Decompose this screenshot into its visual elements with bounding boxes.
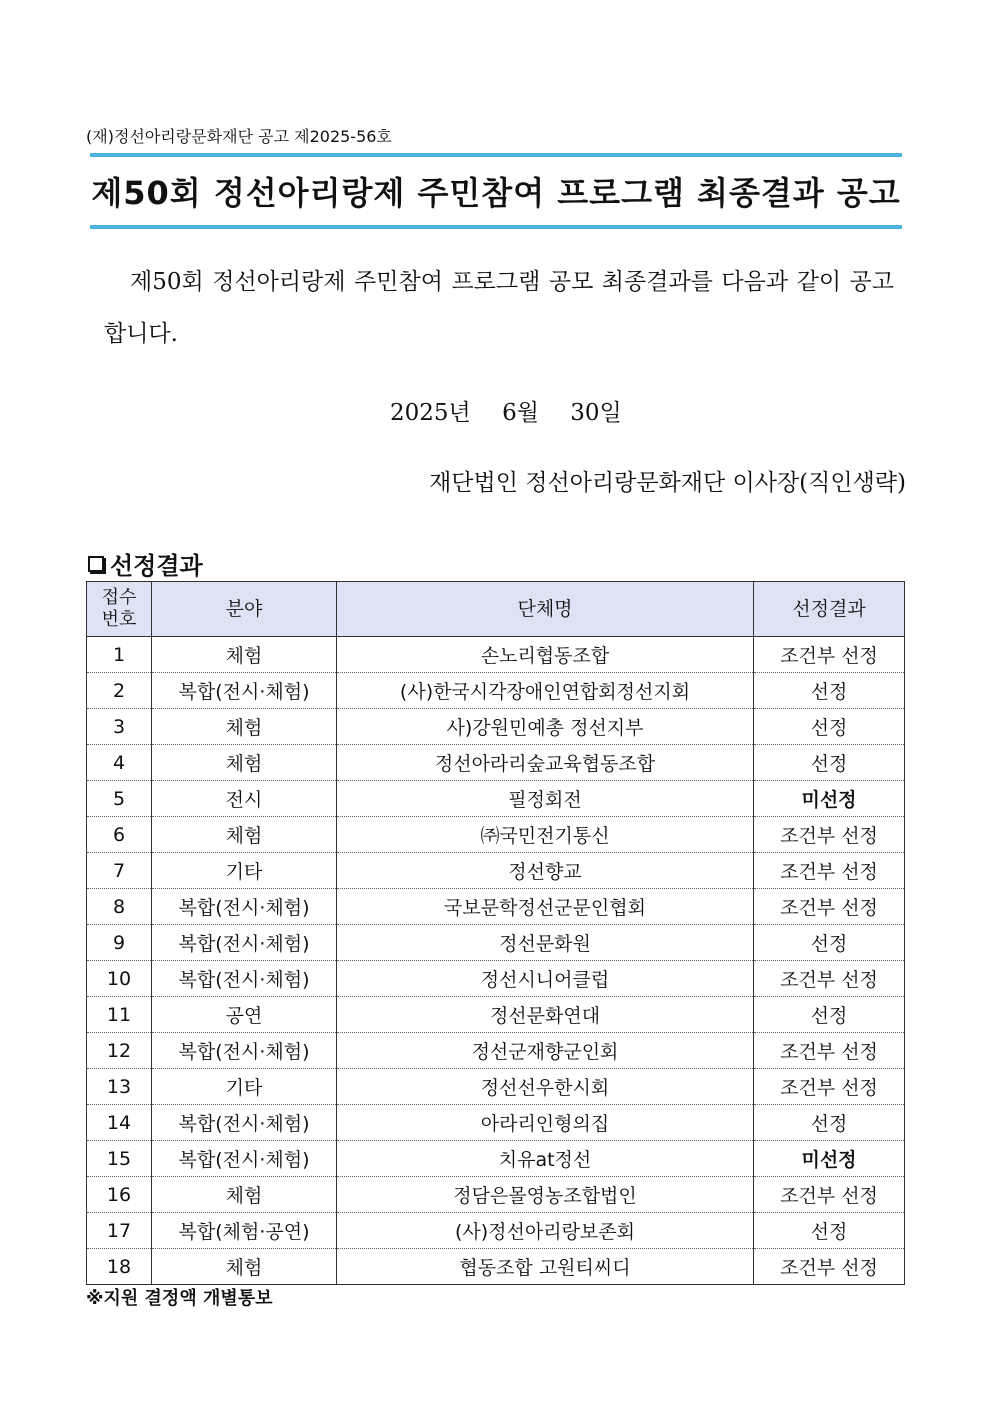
cell-number: 14 xyxy=(87,1105,152,1141)
cell-field: 체험 xyxy=(152,637,337,673)
cell-field: 복합(전시·체험) xyxy=(152,1141,337,1177)
table-row xyxy=(87,889,905,925)
cell-org: 정선아라리숲교육협동조합 xyxy=(337,745,754,781)
table-row xyxy=(87,961,905,997)
cell-field: 복합(전시·체험) xyxy=(152,889,337,925)
cell-number: 7 xyxy=(87,853,152,889)
cell-result: 조건부 선정 xyxy=(754,1033,905,1069)
announcement-body: 제50회 정선아리랑제 주민참여 프로그램 공모 최종결과를 다음과 같이 공고합니다. xyxy=(104,269,894,347)
date-month: 6월 xyxy=(502,400,539,426)
cell-org: 필정회전 xyxy=(337,781,754,817)
header-org: 단체명 xyxy=(337,582,754,637)
cell-number: 9 xyxy=(87,925,152,961)
checkbox-icon xyxy=(88,556,104,572)
cell-org: 국보문학정선군문인협회 xyxy=(337,889,754,925)
table-row xyxy=(87,853,905,889)
cell-field: 기타 xyxy=(152,853,337,889)
cell-field: 복합(전시·체험) xyxy=(152,961,337,997)
table-row xyxy=(87,1213,905,1249)
cell-field: 전시 xyxy=(152,781,337,817)
cell-org: (사)정선아리랑보존회 xyxy=(337,1213,754,1249)
cell-org: 정담은몰영농조합법인 xyxy=(337,1177,754,1213)
cell-number: 2 xyxy=(87,673,152,709)
cell-field: 복합(전시·체험) xyxy=(152,1105,337,1141)
table-row xyxy=(87,637,905,673)
table-row xyxy=(87,817,905,853)
cell-number: 16 xyxy=(87,1177,152,1213)
cell-org: 정선선우한시회 xyxy=(337,1069,754,1105)
cell-org: 협동조합 고원티씨디 xyxy=(337,1249,754,1285)
cell-field: 공연 xyxy=(152,997,337,1033)
cell-number: 15 xyxy=(87,1141,152,1177)
cell-org: 정선시니어클럽 xyxy=(337,961,754,997)
cell-org: 정선군재향군인회 xyxy=(337,1033,754,1069)
cell-number: 5 xyxy=(87,781,152,817)
cell-number: 4 xyxy=(87,745,152,781)
cell-result: 선정 xyxy=(754,673,905,709)
table-row xyxy=(87,745,905,781)
cell-number: 18 xyxy=(87,1249,152,1285)
cell-number: 13 xyxy=(87,1069,152,1105)
table-row xyxy=(87,1141,905,1177)
cell-number: 12 xyxy=(87,1033,152,1069)
cell-org: 치유at정선 xyxy=(337,1141,754,1177)
cell-org: 아라리인형의집 xyxy=(337,1105,754,1141)
cell-org: 손노리협동조합 xyxy=(337,637,754,673)
cell-result: 조건부 선정 xyxy=(754,817,905,853)
cell-org: ㈜국민전기통신 xyxy=(337,817,754,853)
cell-field: 복합(전시·체험) xyxy=(152,1033,337,1069)
cell-result: 선정 xyxy=(754,925,905,961)
header-number-line1: 접수 번호 xyxy=(101,587,137,630)
table-row xyxy=(87,1177,905,1213)
cell-result: 미선정 xyxy=(754,781,905,817)
cell-number: 17 xyxy=(87,1213,152,1249)
table-row xyxy=(87,1069,905,1105)
table-row xyxy=(87,781,905,817)
header-result: 선정결과 xyxy=(754,582,905,637)
section-heading-label: 선정결과 xyxy=(110,552,203,580)
cell-org: 정선문화연대 xyxy=(337,997,754,1033)
cell-result: 조건부 선정 xyxy=(754,1069,905,1105)
table-row xyxy=(87,1105,905,1141)
table-row xyxy=(87,925,905,961)
cell-field: 복합(전시·체험) xyxy=(152,925,337,961)
cell-result: 조건부 선정 xyxy=(754,853,905,889)
cell-result: 선정 xyxy=(754,1105,905,1141)
table-row xyxy=(87,709,905,745)
cell-result: 미선정 xyxy=(754,1141,905,1177)
cell-field: 체험 xyxy=(152,1177,337,1213)
cell-org: 정선향교 xyxy=(337,853,754,889)
cell-number: 10 xyxy=(87,961,152,997)
table-row xyxy=(87,997,905,1033)
title-top-rule xyxy=(90,153,902,157)
cell-field: 복합(전시·체험) xyxy=(152,673,337,709)
cell-field: 체험 xyxy=(152,1249,337,1285)
cell-field: 체험 xyxy=(152,709,337,745)
cell-result: 선정 xyxy=(754,745,905,781)
cell-number: 11 xyxy=(87,997,152,1033)
cell-org: (사)한국시각장애인연합회정선지회 xyxy=(337,673,754,709)
table-header-row xyxy=(87,582,905,637)
date-year: 2025년 xyxy=(390,400,471,426)
cell-number: 6 xyxy=(87,817,152,853)
title-bottom-rule xyxy=(90,225,902,229)
footnote: ※지원 결정액 개별통보 xyxy=(86,1288,273,1309)
cell-result: 조건부 선정 xyxy=(754,1177,905,1213)
table-row xyxy=(87,1249,905,1285)
cell-result: 조건부 선정 xyxy=(754,1249,905,1285)
cell-number: 8 xyxy=(87,889,152,925)
header-number xyxy=(87,582,152,637)
notice-number: (재)정선아리랑문화재단 공고 제2025-56호 xyxy=(86,127,392,146)
cell-field: 체험 xyxy=(152,817,337,853)
cell-result: 조건부 선정 xyxy=(754,961,905,997)
cell-result: 조건부 선정 xyxy=(754,889,905,925)
header-field: 분야 xyxy=(152,582,337,637)
announcement-date xyxy=(390,394,646,427)
table-row xyxy=(87,673,905,709)
cell-result: 선정 xyxy=(754,997,905,1033)
table-row xyxy=(87,1033,905,1069)
cell-field: 체험 xyxy=(152,745,337,781)
page-title: 제50회 정선아리랑제 주민참여 프로그램 최종결과 공고 xyxy=(91,174,901,212)
cell-number: 3 xyxy=(87,709,152,745)
issuer: 재단법인 정선아리랑문화재단 이사장(직인생략) xyxy=(429,470,906,496)
cell-field: 기타 xyxy=(152,1069,337,1105)
cell-org: 사)강원민예총 정선지부 xyxy=(337,709,754,745)
date-day: 30일 xyxy=(570,400,622,426)
cell-result: 선정 xyxy=(754,1213,905,1249)
cell-org: 정선문화원 xyxy=(337,925,754,961)
cell-number: 1 xyxy=(87,637,152,673)
section-heading xyxy=(88,546,203,581)
cell-field: 복합(체험·공연) xyxy=(152,1213,337,1249)
results-table xyxy=(86,581,905,1285)
cell-result: 선정 xyxy=(754,709,905,745)
cell-result: 조건부 선정 xyxy=(754,637,905,673)
